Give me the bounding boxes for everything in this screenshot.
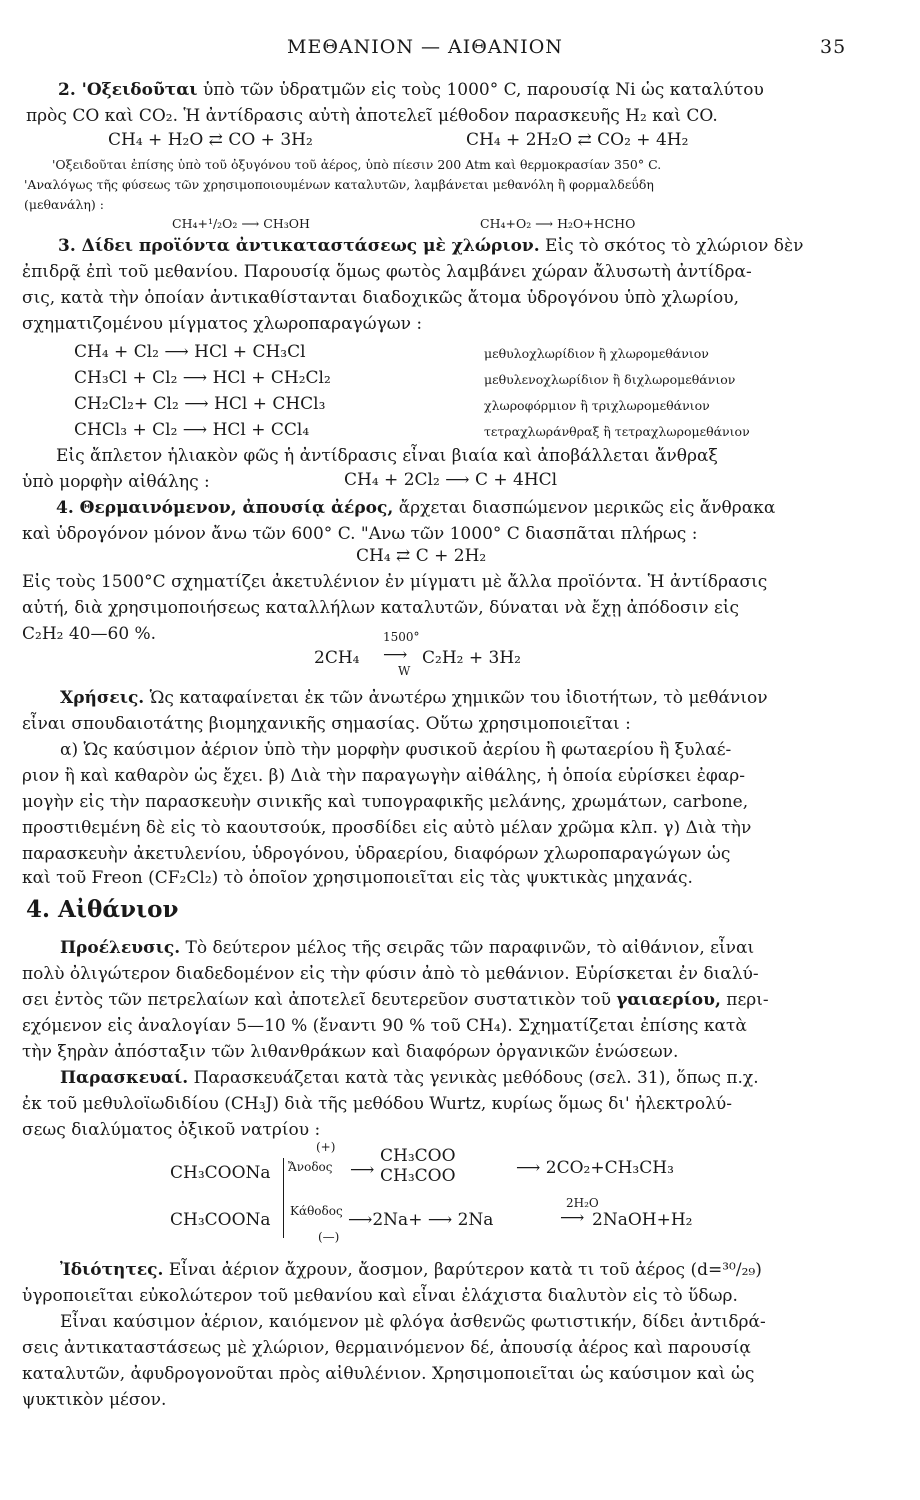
origin-label: Προέλευσις. xyxy=(60,938,181,958)
origin-text3a: σει ἐντὸς τῶν πετρελαίων καὶ ἀποτελεῖ δευτερεῦον συστατικὸν τοῦ xyxy=(22,990,611,1010)
sec4-eq2-right: C₂H₂ + 3H₂ xyxy=(422,648,521,668)
uses-line2: εἶναι σπουδαιοτάτης βιομηχανικῆς σημασίας. Οὕτω χρησιμοποιεῖται : xyxy=(22,714,631,734)
uses-line4: ριον ἢ καὶ καθαρὸν ὡς ἔχει. β) Διὰ τὴν παραγωγὴν αἰθάλης, ἡ ὁποία εὑρίσκει ἐφαρ- xyxy=(22,766,746,786)
reaction-eq: CH₃Cl + Cl₂ ⟶ HCl + CH₂Cl₂ xyxy=(74,368,331,388)
acetate-radical-1: CH₃COO xyxy=(380,1146,456,1166)
sec2-small2: 'Αναλόγως τῆς φύσεως τῶν χρησιμοποιουμένων καταλυτῶν, λαμβάνεται μεθανόλη ἢ φορμαλδεΰδη xyxy=(24,177,654,192)
uses-label: Χρήσεις. xyxy=(60,688,145,708)
origin-line2: πολὺ ὀλιγώτερον διαδεδομένον εἰς τὴν φύσιν ἀπὸ τὸ μεθάνιον. Εὑρίσκεται ἐν διαλύ- xyxy=(22,964,759,984)
sec4-line2: καὶ ὑδρογόνον μόνον ἄνω τῶν 600° C. "Ανω τῶν 1000° C διασπᾶται πλήρως : xyxy=(22,524,698,544)
reaction-name: μεθυλενοχλωρίδιον ἢ διχλωρομεθάνιον xyxy=(484,372,736,387)
cathode-arrow: ⟶ xyxy=(560,1208,585,1228)
uses-line3: α) Ὡς καύσιμον ἀέριον ὑπὸ τὴν μορφὴν φυσικοῦ ἀερίου ἢ φωταερίου ἢ ξυλαέ- xyxy=(60,740,732,760)
prep-label: Παρασκευαί. xyxy=(60,1068,189,1088)
props-text1: Εἶναι ἀέριον ἄχρουν, ἄοσμον, βαρύτερον κατὰ τι τοῦ ἀέρος (d=³⁰/₂₉) xyxy=(168,1260,762,1280)
uses-line5: μογὴν εἰς τὴν παρασκευὴν σινικῆς καὶ τυπογραφικῆς μελάνης, χρωμάτων, carbone, xyxy=(22,792,749,812)
cathode-products-mid: ⟶2Na+ ⟶ 2Na xyxy=(348,1210,494,1230)
electrolysis-reactant-top: CH₃COONa xyxy=(170,1163,271,1183)
reaction-eq: CH₂Cl₂+ Cl₂ ⟶ HCl + CHCl₃ xyxy=(74,394,326,414)
section-heading-ethane: 4. Αἰθάνιον xyxy=(26,896,179,923)
props-line4: σεις ἀντικαταστάσεως μὲ χλώριον, θερμαινόμενον δέ, ἀπουσίᾳ ἀέρος καὶ παρουσίᾳ xyxy=(22,1338,751,1358)
anode-label: Ἄνοδος xyxy=(288,1160,333,1174)
cathode-sign: (—) xyxy=(318,1230,340,1244)
anode-sign: (+) xyxy=(316,1140,336,1154)
sec4-eq2-condition-bottom: W xyxy=(398,664,411,678)
origin-line3 xyxy=(22,990,769,1010)
sec2-label: 2. 'Οξειδοῦται xyxy=(58,80,198,100)
uses-line8: καὶ τοῦ Freon (CF₂Cl₂) τὸ ὁποῖον χρησιμοποιεῖται εἰς τὰς ψυκτικὰς μηχανάς. xyxy=(22,868,693,888)
sec4-line1 xyxy=(56,498,775,518)
uses-text1: Ὡς καταφαίνεται ἐκ τῶν ἀνωτέρω χημικῶν του ἰδιοτήτων, τὸ μεθάνιον xyxy=(149,688,768,708)
sec2-eq1: CH₄ + H₂O ⇄ CO + 3H₂ xyxy=(108,130,313,150)
origin-line4: εχόμενον εἰς ἀναλογίαν 5—10 % (ἔναντι 90 % τοῦ CH₄). Σχηματίζεται ἐπίσης κατὰ xyxy=(22,1016,747,1036)
origin-line5: τὴν ξηρὰν ἀπόσταξιν τῶν λιθανθράκων καὶ διαφόρων ὀργανικῶν ἑνώσεων. xyxy=(22,1042,679,1062)
origin-text1: Τὸ δεύτερον μέλος τῆς σειρᾶς τῶν παραφινῶν, τὸ αἰθάνιον, εἶναι xyxy=(185,938,755,958)
sec2-small3: (μεθανάλη) : xyxy=(24,197,104,212)
anode-products: ⟶ 2CO₂+CH₃CH₃ xyxy=(516,1158,674,1178)
props-line2: ὑγροποιεῖται εὐκολώτερον τοῦ μεθανίου καὶ εἶναι ἐλάχιστα διαλυτὸν εἰς τὸ ὕδωρ. xyxy=(22,1286,738,1306)
electrolysis-divider xyxy=(283,1158,284,1238)
sec2-eq2: CH₄ + 2H₂O ⇄ CO₂ + 4H₂ xyxy=(466,130,689,150)
prep-line2: ἐκ τοῦ μεθυλοϊωδιδίου (CH₃J) διὰ τῆς μεθόδου Wurtz, κυρίως ὅμως δι' ἠλεκτρολύ- xyxy=(22,1094,733,1114)
sec3-line3: σις, κατὰ τὴν ὁποίαν ἀντικαθίστανται διαδοχικῶς ἄτομα ὑδρογόνου ὑπὸ χλωρίου, xyxy=(22,288,740,308)
props-label: Ἰδιότητες. xyxy=(60,1260,164,1280)
reaction-name: μεθυλοχλωρίδιον ἢ χλωρομεθάνιον xyxy=(484,346,709,361)
uses-line1 xyxy=(60,688,768,708)
electrolysis-reactant-bottom: CH₃COONa xyxy=(170,1210,271,1230)
reaction-name: τετραχλωράνθραξ ἢ τετραχλωρομεθάνιον xyxy=(484,424,750,439)
acetate-radical-2: CH₃COO xyxy=(380,1166,456,1186)
prep-line1 xyxy=(60,1068,759,1088)
props-line6: ψυκτικὸν μέσον. xyxy=(22,1390,167,1410)
sec2-line2: πρὸς CO καὶ CO₂. Ἡ ἀντίδρασις αὐτὴ ἀποτελεῖ μέθοδον παρασκευῆς H₂ καὶ CO. xyxy=(26,106,718,126)
cathode-products-final: 2NaOH+H₂ xyxy=(592,1210,693,1230)
origin-line1 xyxy=(60,938,754,958)
reaction-eq: CH₄ + Cl₂ ⟶ HCl + CH₃Cl xyxy=(74,342,306,362)
sec4-eq2-arrow: ⟶ xyxy=(383,645,408,665)
sec3-label: 3. Δίδει προϊόντα ἀντικαταστάσεως μὲ χλώριον. xyxy=(58,236,540,256)
sec4-line3: Εἰς τοὺς 1500°C σχηματίζει ἀκετυλένιον ἐν μίγματι μὲ ἄλλα προϊόντα. Ἡ ἀντίδρασις xyxy=(22,572,768,592)
page-number: 35 xyxy=(820,36,847,58)
sec3-line5: Εἰς ἄπλετον ἡλιακὸν φῶς ἡ ἀντίδρασις εἶναι βιαία καὶ ἀποβάλλεται ἄνθραξ xyxy=(56,446,718,466)
running-title: ΜΕΘΑΝΙΟΝ — ΑΙΘΑΝΙΟΝ xyxy=(287,36,563,58)
sec3-line4: σχηματιζομένου μίγματος χλωροπαραγώγων : xyxy=(22,314,423,334)
sec4-eq2-left: 2CH₄ xyxy=(314,648,360,668)
sec4-eq2-condition-top: 1500° xyxy=(383,630,420,644)
sec4-label: 4. Θερμαινόμενον, ἀπουσίᾳ ἀέρος, xyxy=(56,498,394,518)
sec3-text1: Εἰς τὸ σκότος τὸ χλώριον δὲν xyxy=(545,236,804,256)
sec2-eq4: CH₄+O₂ ⟶ H₂O+HCHO xyxy=(480,216,636,231)
origin-text3c: περι- xyxy=(726,990,769,1010)
sec3-line6: ὑπὸ μορφὴν αἰθάλης : xyxy=(22,472,210,492)
sec3-eq-soot: CH₄ + 2Cl₂ ⟶ C + 4HCl xyxy=(344,470,558,490)
props-line5: καταλυτῶν, ἀφυδρογονοῦται πρὸς αἰθυλένιον. Χρησιμοποιεῖται ὡς καύσιμον καὶ ὡς xyxy=(22,1364,755,1384)
uses-line7: παρασκευὴν ἀκετυλενίου, ὑδρογόνου, ὑδραερίου, διαφόρων χλωροπαραγώγων ὡς xyxy=(22,844,731,864)
props-line3: Εἶναι καύσιμον ἀέριον, καιόμενον μὲ φλόγα ἀσθενῶς φωτιστικήν, δίδει ἀντιδρά- xyxy=(60,1312,766,1332)
sec3-line2: ἐπιδρᾷ ἐπὶ τοῦ μεθανίου. Παρουσίᾳ ὅμως φωτὸς λαμβάνει χώραν ἄλυσωτὴ ἀντίδρα- xyxy=(22,262,752,282)
uses-line6: προστιθεμένη δὲ εἰς τὸ καουτσούκ, προσδίδει εἰς αὐτὸ μέλαν χρῶμα κλπ. γ) Διὰ τὴν xyxy=(22,818,752,838)
sec4-line5: C₂H₂ 40—60 %. xyxy=(22,624,157,644)
cathode-label: Κάθοδος xyxy=(290,1204,343,1218)
sec4-line4: αὐτή, διὰ χρησιμοποιήσεως καταλλήλων καταλυτῶν, δύναται νὰ ἔχῃ ἀπόδοσιν εἰς xyxy=(22,598,740,618)
sec2-eq3: CH₄+¹/₂O₂ ⟶ CH₃OH xyxy=(172,216,310,231)
sec4-text1: ἄρχεται διασπώμενον μερικῶς εἰς ἄνθρακα xyxy=(398,498,776,518)
sec2-line1 xyxy=(58,80,764,100)
reaction-eq: CHCl₃ + Cl₂ ⟶ HCl + CCl₄ xyxy=(74,420,310,440)
prep-text1: Παρασκευάζεται κατὰ τὰς γενικὰς μεθόδους (σελ. 31), ὅπως π.χ. xyxy=(193,1068,759,1088)
sec3-line1 xyxy=(58,236,803,256)
water-condition: 2H₂O xyxy=(566,1196,599,1210)
props-line1 xyxy=(60,1260,762,1280)
sec2-small1: 'Οξειδοῦται ἐπίσης ὑπὸ τοῦ ὀξυγόνου τοῦ ἀέρος, ὑπὸ πίεσιν 200 Atm καὶ θερμοκρασίαν 350° C. xyxy=(52,157,662,172)
prep-line3: σεως διαλύματος ὀξικοῦ νατρίου : xyxy=(22,1120,321,1140)
reaction-name: χλωροφόρμιον ἢ τριχλωρομεθάνιον xyxy=(484,398,710,413)
electrolysis-arrow-top: ⟶ xyxy=(350,1160,375,1180)
sec2-text1: ὑπὸ τῶν ὑδρατμῶν εἰς τοὺς 1000° C, παρουσίᾳ Νi ὡς καταλύτου xyxy=(202,80,764,100)
origin-text3b: γαιαερίου, xyxy=(616,990,721,1010)
sec4-eq1: CH₄ ⇄ C + 2H₂ xyxy=(356,546,487,566)
